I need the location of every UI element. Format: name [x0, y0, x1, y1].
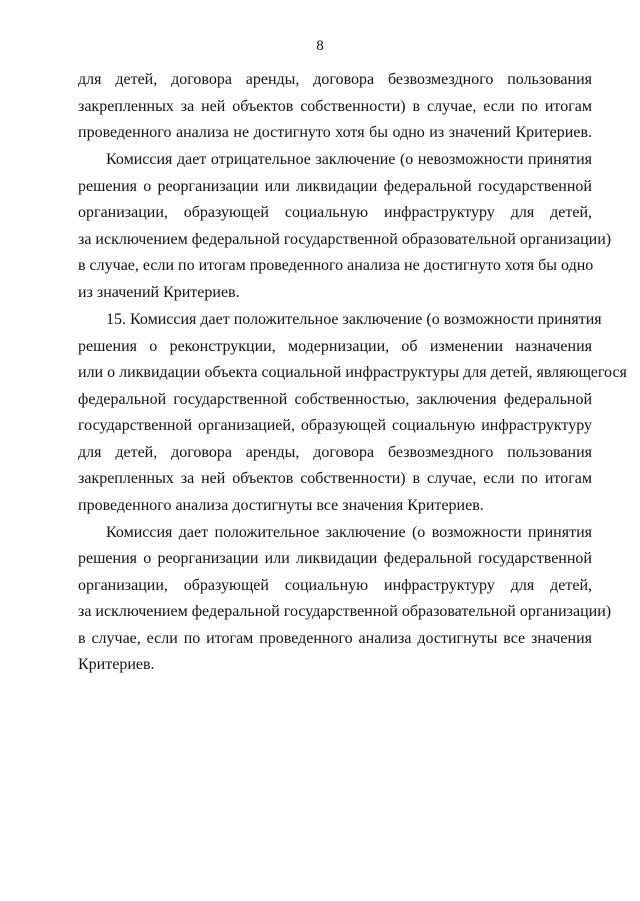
text-line: из значений Критериев. — [78, 284, 240, 301]
text-line: Комиссия дает положительное заключение (о возможности принятия — [106, 524, 592, 541]
text-line: закрепленных за ней объектов собственности) в случае, если по итогам — [78, 470, 592, 487]
text-line: решения о реорганизации или ликвидации федеральной государственной — [78, 550, 592, 567]
text-line: Комиссия дает отрицательное заключение (о невозможности принятия — [106, 151, 592, 168]
text-line: решения о реконструкции, модернизации, об изменении назначения — [78, 338, 592, 355]
text-line: организации, образующей социальную инфраструктуру для детей, — [78, 577, 592, 594]
text-line: в случае, если по итогам проведенного анализа не достигнуто хотя бы одно — [78, 257, 594, 274]
text-line: для детей, договора аренды, договора безвозмездного пользования — [78, 444, 592, 461]
text-line: организации, образующей социальную инфраструктуру для детей, — [78, 204, 592, 221]
text-line: решения о реорганизации или ликвидации федеральной государственной — [78, 178, 592, 195]
text-line: закрепленных за ней объектов собственности) в случае, если по итогам — [78, 98, 592, 115]
text-line: в случае, если по итогам проведенного анализа достигнуты все значения — [78, 630, 592, 647]
text-line: для детей, договора аренды, договора безвозмездного пользования — [78, 71, 592, 88]
text-line: Критериев. — [78, 656, 155, 673]
text-line: 15. Комиссия дает положительное заключение (о возможности принятия — [106, 311, 602, 328]
text-line: за исключением федеральной государственной образовательной организации) — [78, 603, 612, 620]
text-line: проведенного анализа не достигнуто хотя бы одно из значений Критериев. — [78, 124, 592, 141]
page-number: 8 — [316, 38, 324, 54]
text-line: проведенного анализа достигнуты все значения Критериев. — [78, 497, 484, 514]
text-line: государственной организацией, образующей социальную инфраструктуру — [78, 417, 592, 434]
text-line: федеральной государственной собственностью, заключения федеральной — [78, 391, 592, 408]
text-line: или о ликвидации объекта социальной инфраструктуры для детей, являющегося — [78, 364, 627, 381]
text-line: за исключением федеральной государственной образовательной организации) — [78, 231, 612, 248]
